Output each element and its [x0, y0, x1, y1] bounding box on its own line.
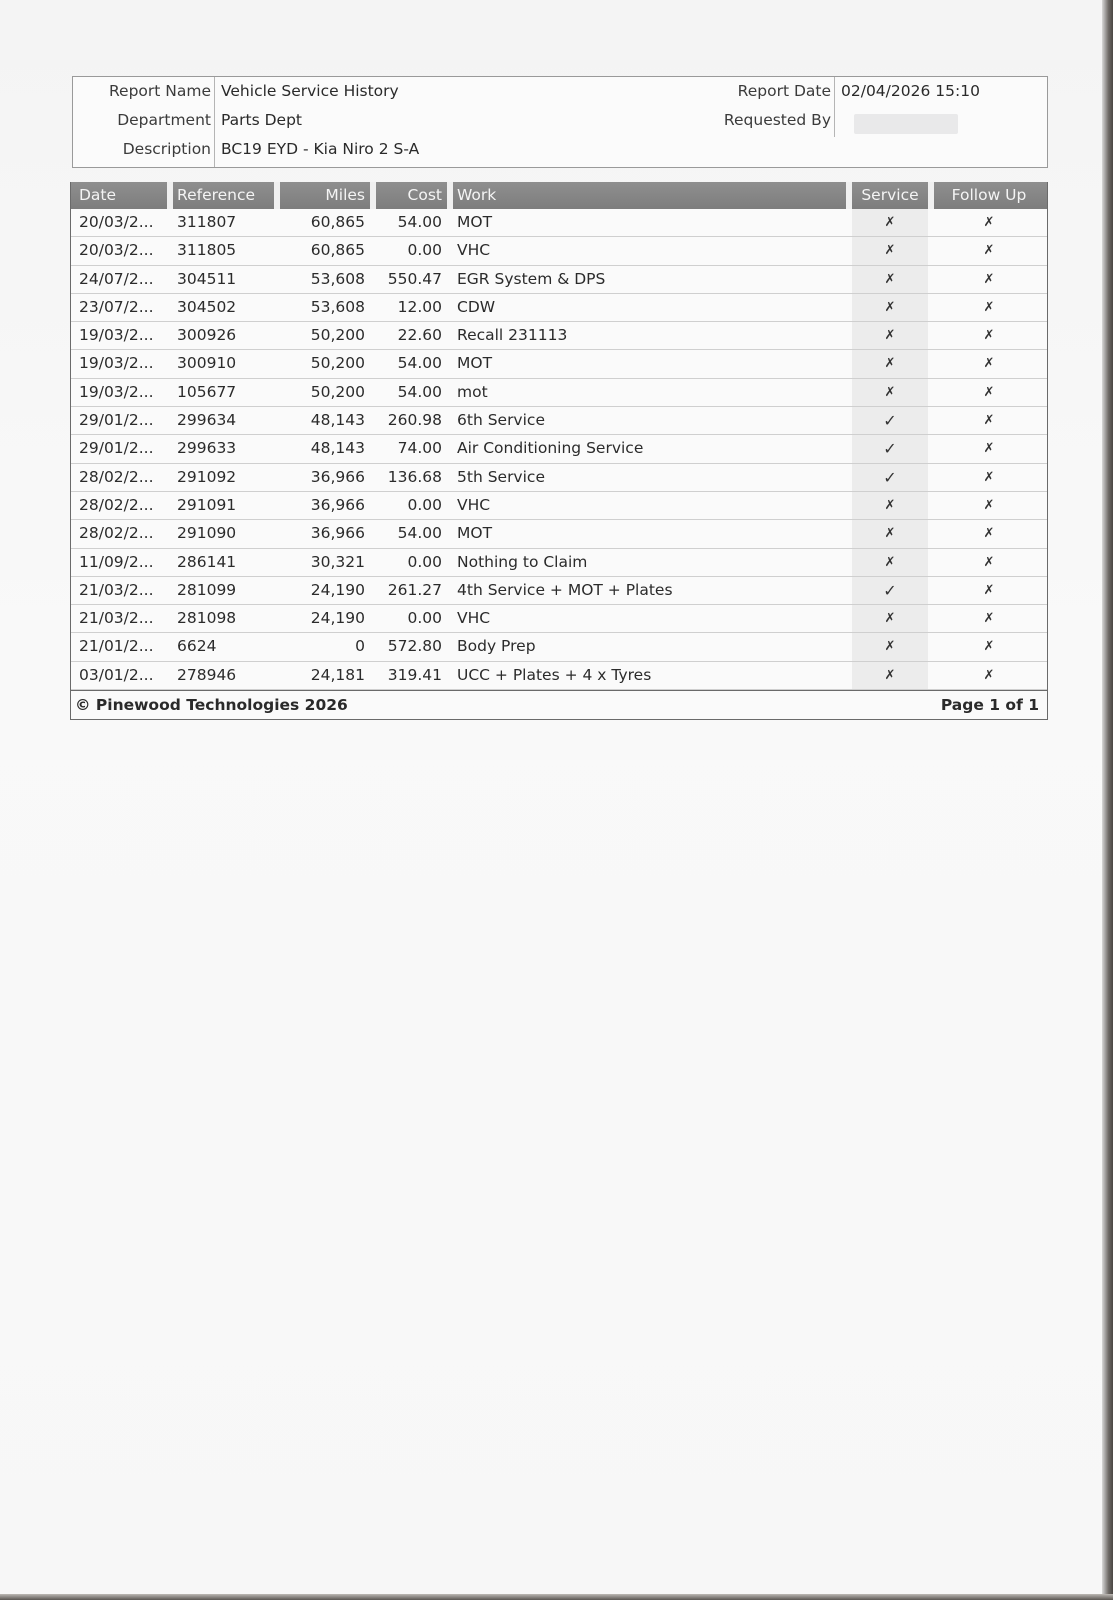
cell-cost: 319.41 — [387, 665, 442, 684]
col-follow-up: Follow Up — [951, 186, 1027, 204]
table-row — [71, 464, 1047, 492]
table-row — [71, 549, 1047, 577]
table-row — [71, 407, 1047, 435]
cell-work: CDW — [457, 297, 496, 316]
cell-miles: 0 — [355, 637, 365, 656]
cell-ref: 299633 — [177, 439, 237, 458]
cell-service: ✗ — [884, 497, 896, 513]
table-footer — [71, 690, 1047, 719]
cell-service: ✗ — [884, 356, 896, 372]
cell-ref: 286141 — [177, 552, 237, 571]
cell-follow: ✗ — [983, 384, 995, 400]
cell-date: 19/03/2... — [79, 382, 154, 401]
table-row — [71, 435, 1047, 463]
cell-ref: 291092 — [177, 467, 237, 486]
table-row — [71, 662, 1047, 690]
table-row — [71, 237, 1047, 265]
cell-cost: 0.00 — [407, 552, 442, 571]
header-row-description — [73, 135, 1047, 163]
cell-cost: 74.00 — [397, 439, 442, 458]
copyright-text: © Pinewood Technologies 2026 — [75, 696, 348, 715]
cell-follow: ✗ — [983, 611, 995, 627]
cell-follow: ✗ — [983, 582, 995, 598]
report-date-value: 02/04/2026 15:10 — [841, 82, 980, 100]
cell-work: Body Prep — [457, 637, 536, 656]
cell-follow: ✗ — [983, 215, 995, 230]
description-value: BC19 EYD - Kia Niro 2 S-A — [221, 140, 420, 158]
cell-cost: 261.27 — [387, 580, 442, 599]
cell-service: ✓ — [883, 439, 897, 459]
cell-cost: 54.00 — [397, 524, 442, 543]
cell-service: ✗ — [884, 611, 896, 627]
table-row — [71, 577, 1047, 605]
cell-cost: 260.98 — [387, 411, 442, 430]
cell-work: MOT — [457, 524, 493, 543]
cell-service: ✓ — [883, 467, 897, 487]
cell-service: ✗ — [884, 299, 896, 315]
cell-ref: 6624 — [177, 637, 217, 656]
cell-date: 21/01/2... — [79, 637, 154, 656]
cell-ref: 105677 — [177, 382, 237, 401]
cell-miles: 48,143 — [310, 411, 365, 430]
cell-cost: 0.00 — [407, 495, 442, 514]
table-row — [71, 322, 1047, 350]
cell-date: 19/03/2... — [79, 326, 154, 345]
col-reference: Reference — [177, 186, 256, 204]
cell-work: MOT — [457, 213, 493, 231]
cell-miles: 53,608 — [310, 269, 365, 288]
cell-date: 24/07/2... — [79, 269, 154, 288]
cell-ref: 281098 — [177, 609, 237, 628]
cell-follow: ✗ — [983, 413, 995, 429]
cell-service: ✗ — [884, 639, 896, 655]
table-header — [71, 182, 1047, 209]
cell-work: EGR System & DPS — [457, 269, 606, 288]
cell-service: ✗ — [884, 554, 896, 570]
service-history-table — [70, 182, 1048, 720]
cell-cost: 0.00 — [407, 609, 442, 628]
cell-work: VHC — [457, 495, 491, 514]
cell-date: 21/03/2... — [79, 609, 154, 628]
cell-ref: 300910 — [177, 354, 237, 373]
cell-follow: ✗ — [983, 441, 995, 457]
cell-miles: 36,966 — [310, 495, 365, 514]
cell-miles: 36,966 — [310, 524, 365, 543]
cell-service: ✗ — [884, 215, 896, 230]
cell-service: ✗ — [884, 328, 896, 344]
cell-date: 11/09/2... — [79, 552, 154, 571]
cell-work: 4th Service + MOT + Plates — [457, 580, 673, 599]
page-number: Page 1 of 1 — [940, 696, 1039, 715]
cell-ref: 304502 — [177, 297, 237, 316]
cell-cost: 0.00 — [407, 241, 442, 260]
cell-miles: 48,143 — [310, 439, 365, 458]
header-separator — [928, 182, 934, 209]
cell-service: ✓ — [883, 580, 897, 600]
cell-ref: 311805 — [177, 241, 237, 260]
cell-ref: 300926 — [177, 326, 237, 345]
cell-work: 6th Service — [457, 411, 545, 430]
cell-service: ✗ — [884, 243, 896, 259]
cell-work: VHC — [457, 241, 491, 260]
cell-ref: 311807 — [177, 213, 237, 231]
col-service: Service — [861, 186, 919, 204]
cell-cost: 136.68 — [387, 467, 442, 486]
cell-miles: 30,321 — [310, 552, 365, 571]
cell-follow: ✗ — [983, 469, 995, 485]
cell-date: 29/01/2... — [79, 439, 154, 458]
cell-miles: 36,966 — [310, 467, 365, 486]
header-row-report-name — [73, 77, 1047, 105]
cell-date: 23/07/2... — [79, 297, 154, 316]
cell-cost: 22.60 — [397, 326, 442, 345]
cell-ref: 281099 — [177, 580, 237, 599]
cell-date: 19/03/2... — [79, 354, 154, 373]
table-row — [71, 294, 1047, 322]
cell-work: UCC + Plates + 4 x Tyres — [457, 665, 652, 684]
cell-follow: ✗ — [983, 526, 995, 542]
table-row — [71, 633, 1047, 661]
report-name-label: Report Name — [108, 82, 211, 100]
requested-by-redaction — [854, 114, 958, 134]
table-row — [71, 266, 1047, 294]
cell-date: 29/01/2... — [79, 411, 154, 430]
cell-date: 20/03/2... — [79, 241, 154, 260]
cell-service: ✓ — [883, 411, 897, 431]
report-name-value: Vehicle Service History — [221, 82, 399, 100]
col-miles: Miles — [325, 186, 365, 204]
cell-cost: 54.00 — [397, 382, 442, 401]
header-separator — [447, 182, 453, 209]
cell-follow: ✗ — [983, 639, 995, 655]
cell-ref: 278946 — [177, 665, 237, 684]
cell-miles: 50,200 — [310, 354, 365, 373]
cell-cost: 550.47 — [387, 269, 442, 288]
cell-miles: 24,181 — [310, 665, 365, 684]
cell-service: ✗ — [884, 526, 896, 542]
cell-miles: 24,190 — [310, 580, 365, 599]
cell-follow: ✗ — [983, 497, 995, 513]
cell-miles: 50,200 — [310, 382, 365, 401]
paper-edge-right — [1102, 0, 1113, 1600]
cell-date: 28/02/2... — [79, 467, 154, 486]
cell-follow: ✗ — [983, 667, 995, 683]
cell-ref: 304511 — [177, 269, 237, 288]
table-row — [71, 520, 1047, 548]
cell-ref: 299634 — [177, 411, 237, 430]
table-row — [71, 350, 1047, 378]
report-date-label: Report Date — [737, 82, 831, 100]
cell-cost: 54.00 — [397, 213, 442, 231]
col-work: Work — [457, 186, 497, 204]
cell-ref: 291090 — [177, 524, 237, 543]
cell-service: ✗ — [884, 667, 896, 683]
cell-work: Air Conditioning Service — [457, 439, 644, 458]
col-date: Date — [79, 186, 117, 204]
cell-cost: 12.00 — [397, 297, 442, 316]
col-cost: Cost — [407, 186, 442, 204]
cell-work: VHC — [457, 609, 491, 628]
cell-date: 28/02/2... — [79, 495, 154, 514]
cell-work: MOT — [457, 354, 493, 373]
cell-date: 28/02/2... — [79, 524, 154, 543]
cell-ref: 291091 — [177, 495, 237, 514]
cell-cost: 54.00 — [397, 354, 442, 373]
cell-date: 20/03/2... — [79, 213, 154, 231]
cell-work: Recall 231113 — [457, 326, 568, 345]
cell-miles: 50,200 — [310, 326, 365, 345]
cell-work: mot — [457, 382, 488, 401]
table-row — [71, 379, 1047, 407]
cell-follow: ✗ — [983, 554, 995, 570]
requested-by-label: Requested By — [723, 111, 831, 129]
cell-follow: ✗ — [983, 243, 995, 259]
cell-cost: 572.80 — [387, 637, 442, 656]
cell-work: 5th Service — [457, 467, 545, 486]
department-label: Department — [117, 111, 211, 129]
paper-edge-bottom — [0, 1594, 1113, 1600]
cell-follow: ✗ — [983, 299, 995, 315]
department-value: Parts Dept — [221, 111, 302, 129]
cell-follow: ✗ — [983, 271, 995, 287]
cell-service: ✗ — [884, 384, 896, 400]
cell-date: 21/03/2... — [79, 580, 154, 599]
cell-follow: ✗ — [983, 328, 995, 344]
cell-date: 03/01/2... — [79, 665, 154, 684]
description-label: Description — [122, 140, 211, 158]
cell-miles: 60,865 — [310, 241, 365, 260]
cell-work: Nothing to Claim — [457, 552, 588, 571]
table-row — [71, 209, 1047, 237]
cell-miles: 24,190 — [310, 609, 365, 628]
table-body — [71, 209, 1047, 690]
table-row — [71, 492, 1047, 520]
cell-miles: 53,608 — [310, 297, 365, 316]
table-row — [71, 605, 1047, 633]
cell-miles: 60,865 — [310, 213, 365, 231]
cell-follow: ✗ — [983, 356, 995, 372]
header-separator — [167, 182, 173, 209]
cell-service: ✗ — [884, 271, 896, 287]
